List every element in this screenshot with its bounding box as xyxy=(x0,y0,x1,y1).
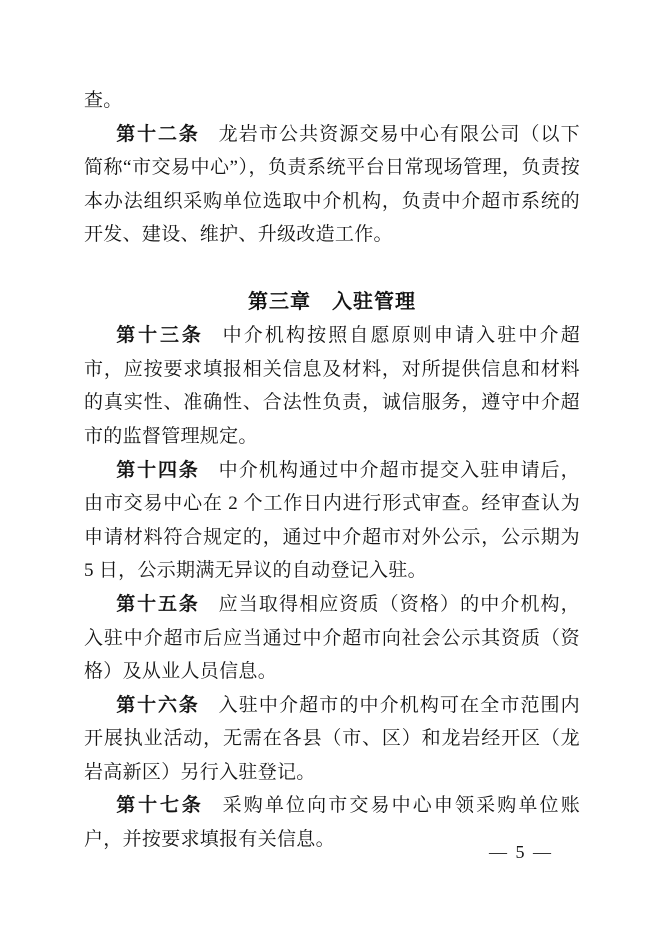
article-paragraph-16 xyxy=(84,689,580,790)
document-body xyxy=(84,84,580,857)
page-number: — 5 — xyxy=(489,842,553,862)
article-paragraph-13 xyxy=(84,319,580,453)
article-paragraph-14 xyxy=(84,454,580,588)
article-body-14: 中介机构通过中介超市提交入驻申请后，由市交易中心在 2 个工作日内进行形式审查。经审查认为申请材料符合规定的，通过中介超市对外公示，公示期为 5 日，公示期满无异议的自动登记入驻。 xyxy=(84,459,580,582)
article-number-12: 第十二条 xyxy=(116,123,200,145)
article-number-15: 第十五条 xyxy=(116,593,200,615)
article-paragraph-12 xyxy=(84,118,580,252)
article-body-17: 采购单位向市交易中心申领采购单位账户，并按要求填报有关信息。 xyxy=(84,795,580,851)
article-number-17: 第十七条 xyxy=(116,795,204,817)
article-body-16: 入驻中介超市的中介机构可在全市范围内开展执业活动，无需在各县（市、区）和龙岩经开区（龙岩高新区）另行入驻登记。 xyxy=(84,694,580,783)
article-body-12: 龙岩市公共资源交易中心有限公司（以下简称“市交易中心”），负责系统平台日常现场管理，负责按本办法组织采购单位选取中介机构，负责中介超市系统的开发、建设、维护、升级改造工作。 xyxy=(84,123,580,246)
article-body-13: 中介机构按照自愿原则申请入驻中介超市，应按要求填报相关信息及材料，对所提供信息和材料的真实性、准确性、合法性负责，诚信服务，遵守中介超市的监督管理规定。 xyxy=(84,325,580,447)
chapter-heading: 第三章 入驻管理 xyxy=(248,290,416,313)
article-number-14: 第十四条 xyxy=(116,459,200,481)
article-body-15: 应当取得相应资质（资格）的中介机构，入驻中介超市后应当通过中介超市向社会公示其资质（资格）及从业人员信息。 xyxy=(84,593,580,683)
article-number-16: 第十六条 xyxy=(116,694,200,716)
article-paragraph-15 xyxy=(84,588,580,689)
article-number-13: 第十三条 xyxy=(116,325,204,347)
paragraph-continuation: 查。 xyxy=(84,90,123,111)
